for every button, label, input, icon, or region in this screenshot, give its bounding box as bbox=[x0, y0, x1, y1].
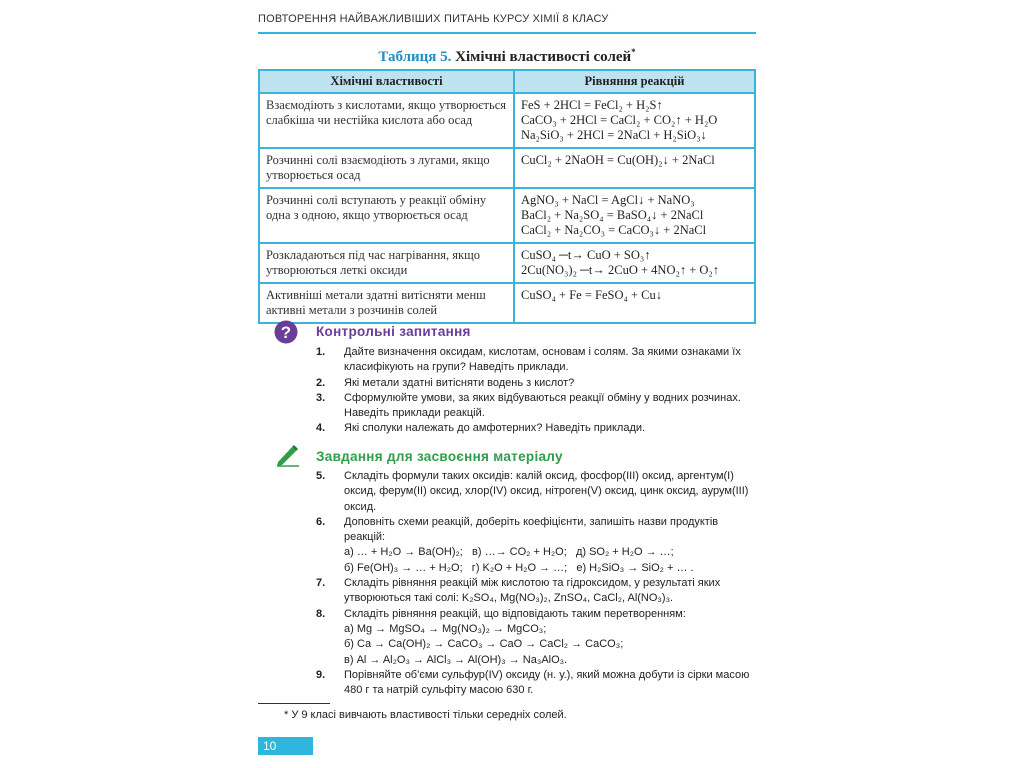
equations-cell bbox=[514, 148, 755, 188]
item-text: Порівняйте об'єми сульфур(IV) оксиду (н. у.), який можна добути із сірки масою 480 г та натрій сульфіту масою 630 г. bbox=[344, 668, 750, 697]
list-item bbox=[316, 515, 756, 576]
item-text: Які метали здатні витісняти водень з кислот? bbox=[344, 376, 575, 389]
item-text: Доповніть схеми реакцій, доберіть коефіцієнти, запишіть назви продуктів реакцій: bbox=[344, 515, 719, 544]
scheme-line: в) Al → Al₂O₃ → AlCl₃ → Al(OH)₃ → Na₃AlO₃. bbox=[344, 653, 568, 666]
footnote-rule bbox=[258, 703, 330, 704]
svg-text:?: ? bbox=[280, 323, 292, 342]
list-item bbox=[316, 345, 756, 376]
control-questions-list bbox=[316, 345, 756, 437]
item-number: 6. bbox=[316, 515, 326, 528]
list-item bbox=[316, 421, 756, 436]
list-item bbox=[316, 607, 756, 668]
property-cell: Розкладаються під час нагрівання, якщо утворюються леткі оксиди bbox=[259, 243, 514, 283]
item-number: 7. bbox=[316, 577, 326, 590]
property-cell: Взаємодіють з кислотами, якщо утворюється слабкіша чи нестійка кислота або осад bbox=[259, 93, 514, 148]
equation: CuSO₄ + Fe = FeSO₄ + Cu↓ bbox=[521, 288, 662, 302]
item-text: Складіть формули таких оксидів: калій оксид, фосфор(ІІІ) оксид, аргентум(І) оксид, ферум(ІІ) оксид, хлор(ІV) оксид, нітроген(V) оксид, цинк оксид, аурум(ІІІ) оксид. bbox=[344, 470, 749, 513]
footnote-mark: * bbox=[631, 47, 636, 57]
equation: FeS + 2HCl = FeCl₂ + H₂S↑ bbox=[521, 98, 663, 112]
item-number: 3. bbox=[316, 391, 326, 404]
salts-properties-table bbox=[258, 69, 756, 324]
item-text: Складіть рівняння реакцій між кислотою та гідроксидом, у результаті яких утворюються такі солі: K₂SO₄, Mg(NO₃)₂, ZnSO₄, CaCl₂, Al(NO₃)₃. bbox=[344, 577, 721, 605]
item-number: 1. bbox=[316, 346, 326, 358]
item-text: Сформулюйте умови, за яких відбуваються реакції обміну у водних розчинах. Наведіть приклади реакцій. bbox=[344, 391, 741, 420]
property-cell: Розчинні солі вступають у реакції обміну одна з одною, якщо утворюється осад bbox=[259, 188, 514, 243]
equations-cell bbox=[514, 93, 755, 148]
item-number: 4. bbox=[316, 422, 326, 435]
scheme-line: а) … + H₂O → Ba(OH)₂; в) …→ CO₂ + H₂O; д) SO₂ + H₂O → …; bbox=[344, 546, 674, 559]
table-number: Таблиця 5. bbox=[378, 49, 452, 65]
table-title-text: Хімічні властивості солей bbox=[455, 49, 632, 65]
table-title bbox=[258, 47, 756, 66]
item-text: Які сполуки належать до амфотерних? Наведіть приклади. bbox=[344, 422, 646, 435]
pencil-icon bbox=[274, 443, 300, 472]
page-number: 10 bbox=[258, 737, 313, 755]
equation: CaCO₃ + 2HCl = CaCl₂ + CO₂↑ + H₂O bbox=[521, 113, 718, 127]
equation: CaCl₂ + Na₂CO₃ = CaCO₃↓ + 2NaCl bbox=[521, 223, 707, 237]
item-number: 5. bbox=[316, 470, 326, 482]
property-cell: Активніші метали здатні витісняти менш активні метали з розчинів солей bbox=[259, 283, 514, 323]
list-item bbox=[316, 469, 756, 515]
equation: CuSO₄ ─t→ CuO + SO₃↑ bbox=[521, 248, 651, 262]
list-item bbox=[316, 391, 756, 422]
question-mark-icon bbox=[274, 320, 298, 349]
equations-cell bbox=[514, 188, 755, 243]
item-number: 2. bbox=[316, 376, 326, 389]
footnote: * У 9 класі вивчають властивості тільки середніх солей. bbox=[284, 709, 567, 721]
column-header-properties: Хімічні властивості bbox=[259, 70, 514, 93]
table-row bbox=[259, 148, 755, 188]
tasks-heading: Завдання для засвоєння матеріалу bbox=[316, 449, 563, 464]
scheme-line: б) Ca → Ca(OH)₂ → CaCO₃ → CaO → CaCl₂ → CaCO₃; bbox=[344, 638, 624, 651]
item-number: 9. bbox=[316, 668, 326, 681]
tasks-list bbox=[316, 469, 756, 698]
running-header: ПОВТОРЕННЯ НАЙВАЖЛИВІШИХ ПИТАНЬ КУРСУ ХІМІЇ 8 КЛАСУ bbox=[258, 13, 609, 25]
table-row bbox=[259, 93, 755, 148]
item-text: Дайте визначення оксидам, кислотам, основам і солям. За якими ознаками їх класифікують на групи? Наведіть приклади. bbox=[344, 346, 741, 374]
equation: 2Cu(NO₃)₂ ─t→ 2CuO + 4NO₂↑ + O₂↑ bbox=[521, 263, 720, 277]
item-number: 8. bbox=[316, 607, 326, 620]
table-row bbox=[259, 188, 755, 243]
item-text: Складіть рівняння реакцій, що відповідають таким перетворенням: bbox=[344, 607, 686, 620]
list-item bbox=[316, 668, 756, 699]
list-item bbox=[316, 376, 756, 391]
table-row bbox=[259, 243, 755, 283]
column-header-equations: Рівняння реакцій bbox=[514, 70, 755, 93]
scheme-line: а) Mg → MgSO₄ → Mg(NO₃)₂ → MgCO₃; bbox=[344, 622, 547, 635]
equation: BaCl₂ + Na₂SO₄ = BaSO₄↓ + 2NaCl bbox=[521, 208, 704, 222]
equation: AgNO₃ + NaCl = AgCl↓ + NaNO₃ bbox=[521, 193, 695, 207]
table-row bbox=[259, 283, 755, 323]
equation: CuCl₂ + 2NaOH = Cu(OH)₂↓ + 2NaCl bbox=[521, 153, 715, 167]
textbook-page bbox=[258, 0, 756, 768]
equations-cell bbox=[514, 243, 755, 283]
header-rule bbox=[258, 32, 756, 34]
control-questions-heading: Контрольні запитання bbox=[316, 324, 471, 339]
property-cell: Розчинні солі взаємодіють з лугами, якщо утворюється осад bbox=[259, 148, 514, 188]
list-item bbox=[316, 576, 756, 607]
equation: Na₂SiO₃ + 2HCl = 2NaCl + H₂SiO₃↓ bbox=[521, 128, 707, 142]
equations-cell bbox=[514, 283, 755, 323]
scheme-line: б) Fe(OH)₃ → … + H₂O; г) K₂O + H₂O → …; е) H₂SiO₃ → SiO₂ + … . bbox=[344, 561, 694, 574]
